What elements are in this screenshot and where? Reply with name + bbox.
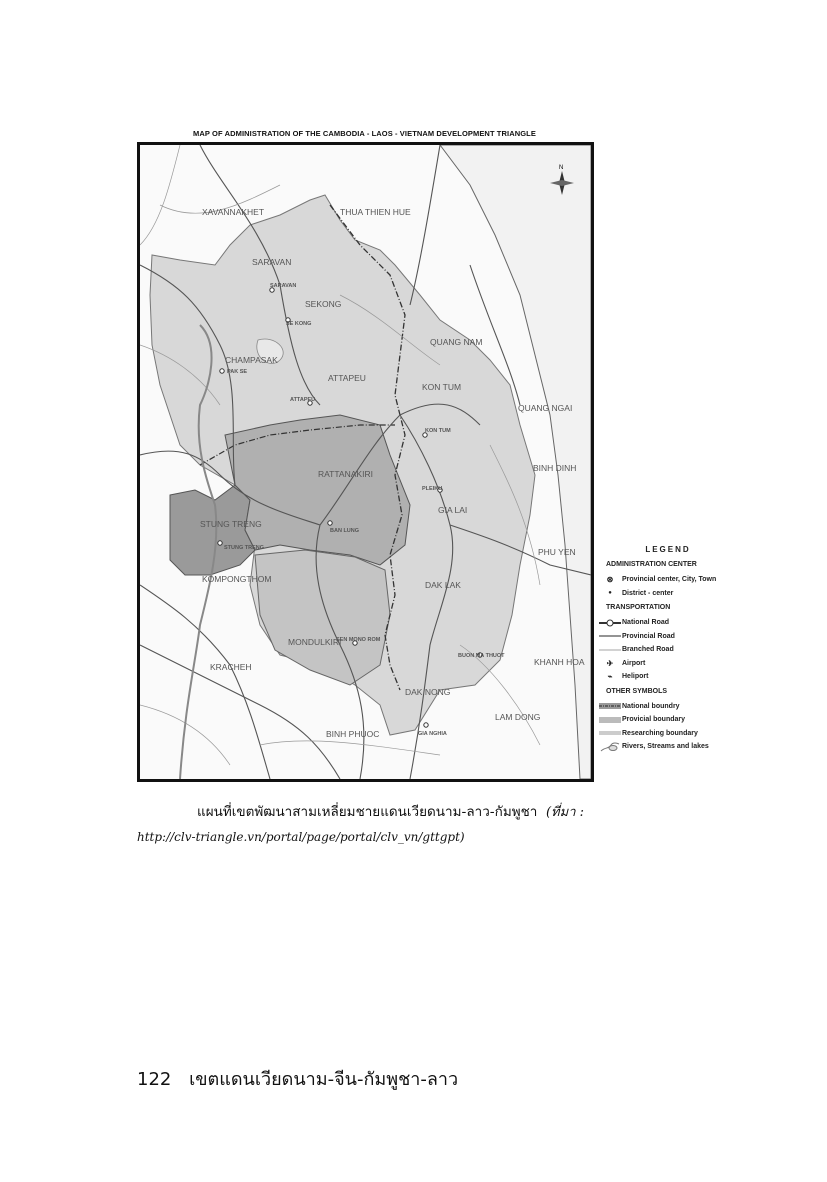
caption-source-url: http://clv-triangle.vn/portal/page/portal/clv_vn/gttgpt)	[137, 830, 465, 844]
caption-source-prefix: (ที่มา :	[545, 805, 585, 820]
mondulkiri-region	[255, 550, 390, 685]
province-label: ATTAPEU	[328, 373, 366, 383]
district-center-icon: ●	[608, 590, 612, 597]
legend-item: Provincial Road	[598, 630, 738, 644]
rivers-icon	[598, 742, 622, 752]
running-title: เขตแดนเวียดนาม-จีน-กัมพูชา-ลาว	[189, 1069, 459, 1090]
legend-item: ⌁ Heliport	[598, 670, 738, 684]
province-label: CHAMPASAK	[225, 355, 278, 365]
rattanakiri-region	[225, 415, 410, 565]
airport-icon: ✈	[606, 658, 614, 668]
map-image	[137, 142, 594, 782]
town-label: PAK SE	[227, 369, 248, 375]
legend-item: ✈ Airport	[598, 657, 738, 671]
province-label: KOMPONGTHOM	[202, 574, 272, 584]
town-label: BUON MA THUOT	[458, 653, 505, 659]
town-label: BAN LUNG	[330, 528, 360, 534]
heliport-icon: ⌁	[607, 672, 613, 682]
town-label: SE KONG	[286, 321, 312, 327]
province-label: BINH PHUOC	[326, 729, 380, 739]
page-footer	[137, 1064, 458, 1093]
branched-road-icon	[598, 645, 622, 655]
legend-item: National boundry	[598, 700, 738, 714]
province-label: QUANG NAM	[430, 337, 483, 347]
province-label: LAM DONG	[495, 712, 541, 722]
legend-section-heading: OTHER SYMBOLS	[606, 687, 668, 695]
legend-item: Researching boundary	[598, 727, 738, 741]
legend-item: National Road	[598, 616, 738, 630]
province-label: DAK NONG	[405, 687, 451, 697]
national-road-icon	[598, 618, 622, 628]
caption-text: แผนที่เขตพัฒนาสามเหลี่ยมชายแดนเวียดนาม-ลาว-กัมพูชา	[197, 804, 538, 820]
province-label: KHANH HOA	[534, 657, 585, 667]
legend-item: ⊛ Provincial center, City, Town	[598, 573, 738, 587]
town-label: GIA NGHIA	[418, 731, 447, 737]
map-drawing	[140, 145, 591, 779]
province-label: XAVANNAKHET	[202, 207, 265, 217]
map-legend	[598, 545, 738, 754]
provincial-road-icon	[598, 631, 622, 641]
province-label: GIA LAI	[438, 505, 468, 515]
map-title: MAP OF ADMINISTRATION OF THE CAMBODIA - LAOS - VIETNAM DEVELOPMENT TRIANGLE	[193, 129, 536, 138]
province-label: QUANG NGAI	[518, 403, 573, 413]
legend-title: LEGEND	[645, 545, 691, 554]
province-label: RATTANAKIRI	[318, 469, 373, 479]
legend-item: Provicial boundary	[598, 713, 738, 727]
town-label: KON TUM	[425, 428, 451, 434]
researching-boundary-icon	[598, 728, 622, 738]
town-label: SEN MONO ROM	[336, 637, 381, 643]
provincial-center-icon: ⊛	[606, 575, 614, 585]
town-label: STUNG TRENG	[224, 545, 265, 551]
province-label: PHU YEN	[538, 547, 576, 557]
compass-label: N	[559, 165, 564, 171]
province-label: DAK LAK	[425, 580, 461, 590]
town-label: ATTAPEU	[290, 397, 316, 403]
figure-caption	[137, 800, 697, 849]
province-label: KON TUM	[422, 382, 462, 392]
province-label: SEKONG	[305, 299, 342, 309]
legend-item: Rivers, Streams and lakes	[598, 740, 738, 754]
page-number: 122	[137, 1069, 172, 1090]
legend-item: Branched Road	[598, 643, 738, 657]
town-label: PLEIKU	[422, 486, 443, 492]
province-label: KRACHEH	[210, 662, 252, 672]
legend-item: ● District - center	[598, 587, 738, 601]
national-boundary-icon	[598, 701, 622, 711]
province-label: BINH DINH	[533, 463, 577, 473]
province-label: MONDULKIRI	[288, 637, 342, 647]
province-label: STUNG TRENG	[200, 519, 262, 529]
provincial-boundary-icon	[598, 715, 622, 725]
legend-section-heading: TRANSPORTATION	[606, 604, 671, 611]
province-label: THUA THIEN HUE	[340, 207, 411, 217]
legend-section-heading: ADMINISTRATION CENTER	[606, 561, 697, 568]
province-label: SARAVAN	[252, 257, 292, 267]
town-label: SARAVAN	[270, 283, 297, 289]
